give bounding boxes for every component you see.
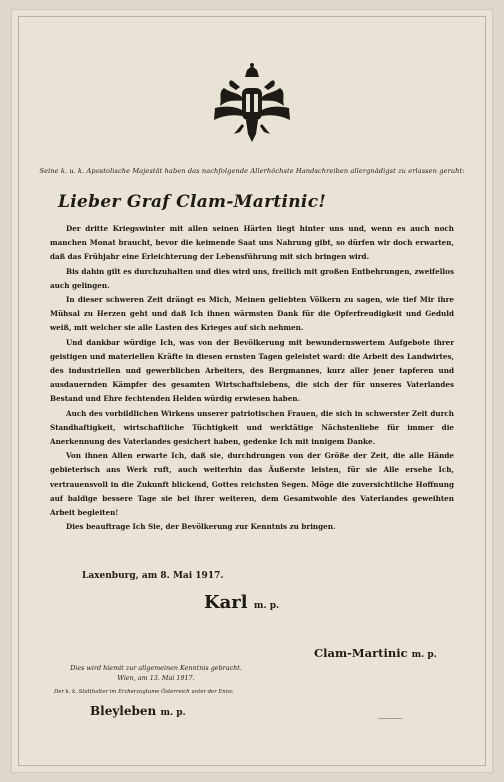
paragraph: In dieser schweren Zeit drängt es Mich, Meinen geliebten Völkern zu sagen, wie tief Mir ihre Mühsal zu Herzen geht und daß Ich ihnen wärmsten Dank für die Opferfreudigkeit und Geduld weiß, mit welcher sie alle Lasten des Krieges auf sich nehmen. — [50, 295, 454, 333]
promulgation-date: Wien, am 13. Mai 1917. — [117, 674, 195, 682]
paragraph: Auch des vorbildlichen Wirkens unserer patriotischen Frauen, die sich in schwerster Zeit durch Standhaftigkeit, wirtschaftliche Tüchtigkeit und werktätige Nächstenliebe für immer die Anerkennung des Vaterlandes gesichert haben, gedenke Ich mit innigem Danke. — [50, 408, 454, 447]
countersign-name: Clam-Martinic — [314, 646, 408, 660]
governor-signature — [90, 704, 186, 718]
promulgation-line: Dies wird hiemit zur allgemeinen Kenntnis gebracht. — [70, 664, 242, 672]
countersign-suffix: m. p. — [411, 650, 437, 660]
printer-imprint: ▁▁▁▁▁▁▁▁▁ — [378, 715, 403, 719]
letter-body — [50, 222, 454, 534]
paragraph: Von ihnen Allen erwarte Ich, daß sie, durchdrungen von der Größe der Zeit, die alle Hände gebieterisch ans Werk ruft, auch weiterhin das Äußerste leisten, für sie Alle ersehe Ich, vertrauensvoll in die Zukunft blickend, Gottes reichsten Segen. Möge die zuversichtliche Hoffnung auf baldige bessere Tage sie bei ihrer weiteren, dem Gesamtwohle des Vaterlandes geweihten Arbeit begleiten! — [50, 451, 454, 518]
paragraph: Dies beauftrage Ich Sie, der Bevölkerung zur Kenntnis zu bringen. — [66, 522, 336, 532]
date-place: Laxenburg, am 8. Mai 1917. — [82, 571, 224, 581]
paragraph: Bis dahin gilt es durchzuhalten und dies wird uns, freilich mit großen Entbehrungen, zweifellos auch gelingen. — [50, 266, 454, 290]
signature-name: Karl — [204, 592, 248, 613]
governor-suffix: m. p. — [160, 708, 186, 718]
countersignature — [314, 646, 437, 660]
governor-title: Der k. k. Statthalter im Erzherzogtume Österreich unter der Enns: — [54, 689, 234, 695]
paragraph: Der dritte Kriegswinter mit allen seinen Härten liegt hinter uns und, wenn es auch noch manchen Monat braucht, bevor die keimende Saat uns Nahrung gibt, so dürfen wir doch erwarten, daß das Frühjahr eine Erleichterung der Lebensführung mit sich bringen wird. — [50, 224, 454, 262]
promulgation-note — [56, 663, 256, 683]
governor-name: Bleyleben — [90, 704, 157, 718]
double-headed-eagle-icon — [212, 62, 292, 144]
intro-line: Seine k. u. k. Apostolische Majestät haben das nachfolgende Allerhöchste Handschreiben allergnädigst zu erlassen geruht: — [39, 167, 465, 175]
emperor-signature — [204, 592, 279, 613]
salutation: Lieber Graf Clam-Martinic! — [58, 192, 327, 212]
signature-suffix: m. p. — [253, 601, 280, 611]
paragraph: Und dankbar würdige Ich, was von der Bevölkerung mit bewundernswertem Aufgebote ihrer geistigen und materiellen Kräfte in diesen ernsten Tagen geleistet ward: die Arbeit des Landwirtes, des industriellen und gewerblichen Arbeiters, des Bergmannes, kurz aller jener tapferen und ausdauernden Kämpfer des gesamten Wirtschaftslebens, die sich der für unseres Vaterlandes Bestand und Ehre fechtenden Helden würdig erwiesen haben. — [50, 337, 454, 404]
